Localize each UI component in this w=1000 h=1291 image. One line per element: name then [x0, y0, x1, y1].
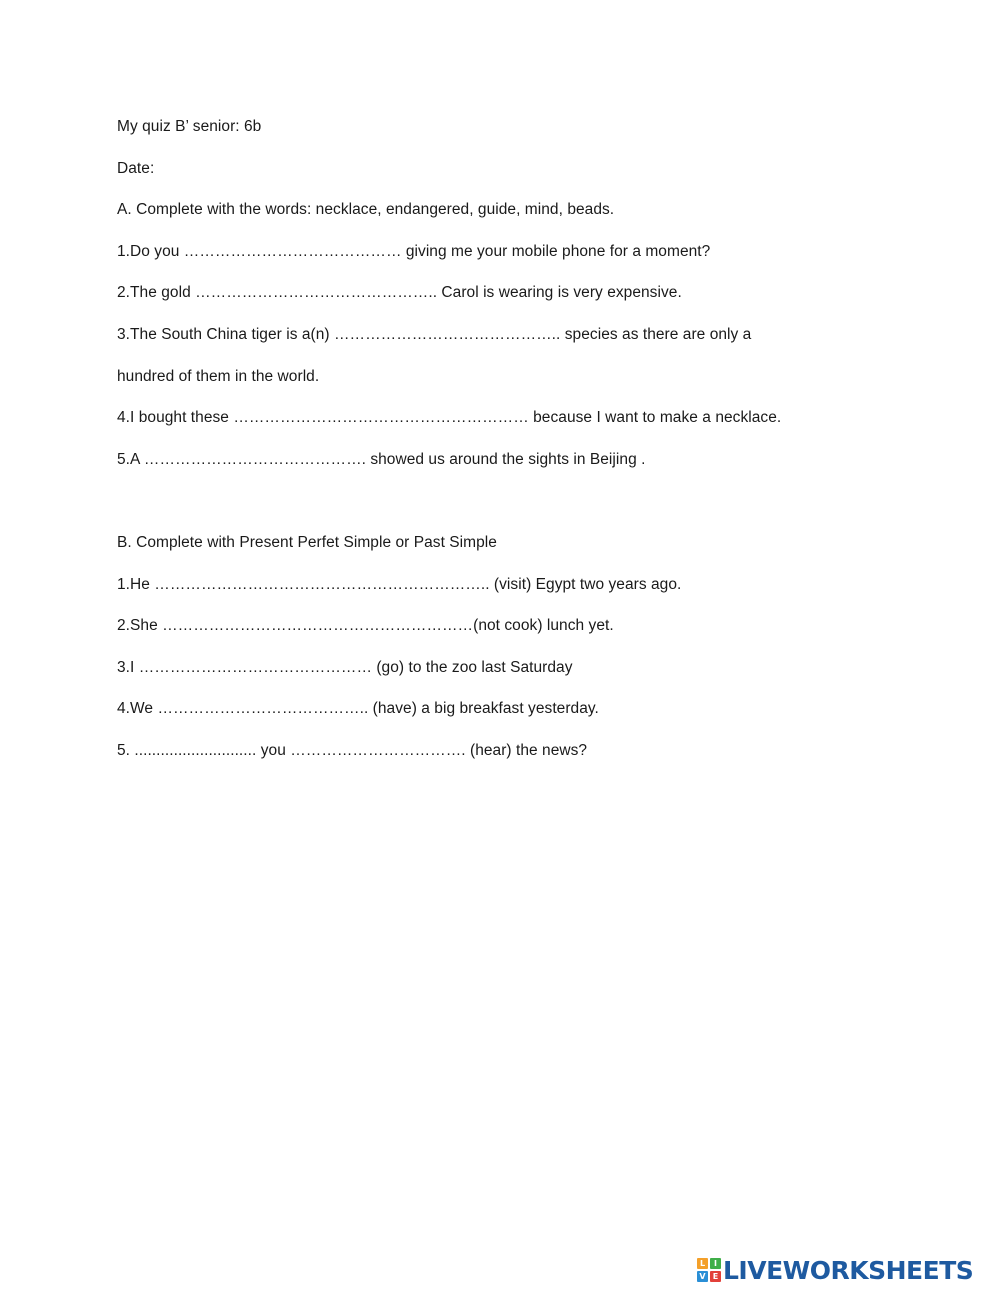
section-b-line: 4.We ………………………………….. (have) a big breakfast yesterday. [117, 700, 599, 718]
section-a-heading: A. Complete with the words: necklace, endangered, guide, mind, beads. [117, 201, 615, 219]
section-spacer [117, 490, 877, 532]
logo-text: LIVEWORKSHEETS [723, 1255, 974, 1285]
section-b-line: 5. ............................ you ……………………………. (hear) the news? [117, 741, 588, 759]
logo-block: I [710, 1258, 721, 1269]
section-b-heading: B. Complete with Present Perfet Simple or Past Simple [117, 533, 497, 551]
logo-block: L [697, 1258, 708, 1269]
date-label: Date: [117, 159, 155, 177]
section-a-line: 5.A ……………………………………. showed us around the sights in Beijing . [117, 450, 646, 468]
section-a-line: hundred of them in the world. [117, 367, 320, 385]
section-a-line: 3.The South China tiger is a(n) …………………………………….. species as there are only a [117, 325, 752, 343]
worksheet-title: My quiz B’ senior: 6b [117, 118, 262, 135]
worksheet [117, 116, 877, 782]
section-b-line: 2.She ……………………………………………………(not cook) lunch yet. [117, 617, 614, 635]
section-b-line: 3.I ……………………………………… (go) to the zoo last Saturday [117, 658, 573, 676]
liveworksheets-logo [697, 1256, 973, 1284]
logo-block: V [697, 1271, 708, 1282]
logo-blocks-icon [697, 1258, 721, 1282]
logo-block: E [710, 1271, 721, 1282]
section-a-line: 4.I bought these ………………………………………………… because I want to make a necklace. [117, 409, 782, 427]
section-a-line: 2.The gold ……………………………………….. Carol is wearing is very expensive. [117, 284, 682, 302]
section-a-line: 1.Do you …………………………………… giving me your mobile phone for a moment? [117, 242, 711, 260]
section-b-line: 1.He ……………………………………………………….. (visit) Egypt two years ago. [117, 575, 682, 593]
